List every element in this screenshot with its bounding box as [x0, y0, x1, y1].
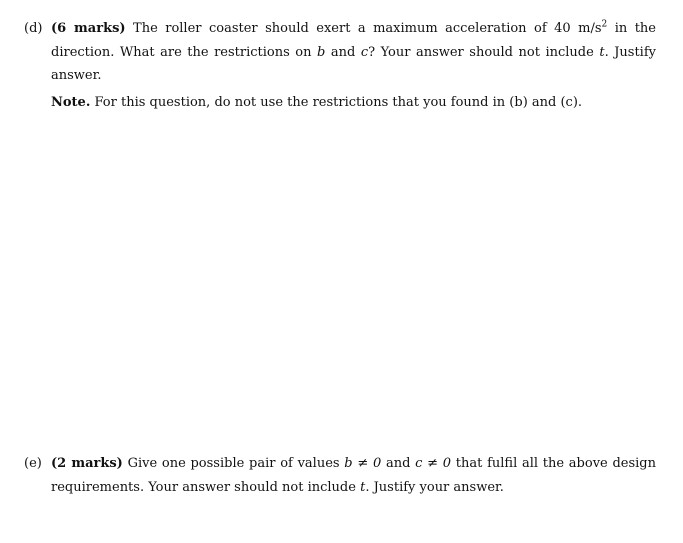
- part-d-line-1: [24, 17, 656, 41]
- part-e-line-1: (e) (2 marks) Give one possible pair of values b ≠ 0 and c ≠ 0 that fulfil all the above design: [24, 452, 656, 476]
- question-part-e: [24, 452, 656, 499]
- answer-space: [24, 120, 656, 440]
- part-d-line-3: answer.: [51, 68, 102, 83]
- part-d-text-1: The roller coaster should exert a maximum acceleration of 40 $m/s^2$: [133, 19, 608, 36]
- part-d-marks: (6 marks): [51, 21, 126, 36]
- part-d-line-2: direction. What are the restrictions on b and c? Your answer should not include t. Justify: [51, 44, 656, 60]
- condition-c: c ≠ 0: [415, 456, 452, 471]
- part-d-note: [24, 91, 656, 115]
- part-d-label: (d): [24, 21, 43, 36]
- part-e-marks: (2 marks): [51, 456, 123, 471]
- part-e-label: (e): [24, 456, 42, 471]
- note-text: For this question, do not use the restrictions that you found in (b) and (c).: [94, 94, 583, 110]
- part-e-line-2: requirements. Your answer should not include t. Justify your answer.: [51, 479, 504, 495]
- condition-b: b ≠ 0: [344, 456, 382, 471]
- question-part-d: [24, 17, 656, 114]
- note-label: Note.: [51, 94, 91, 110]
- part-d-text-1-end: in the: [614, 21, 656, 36]
